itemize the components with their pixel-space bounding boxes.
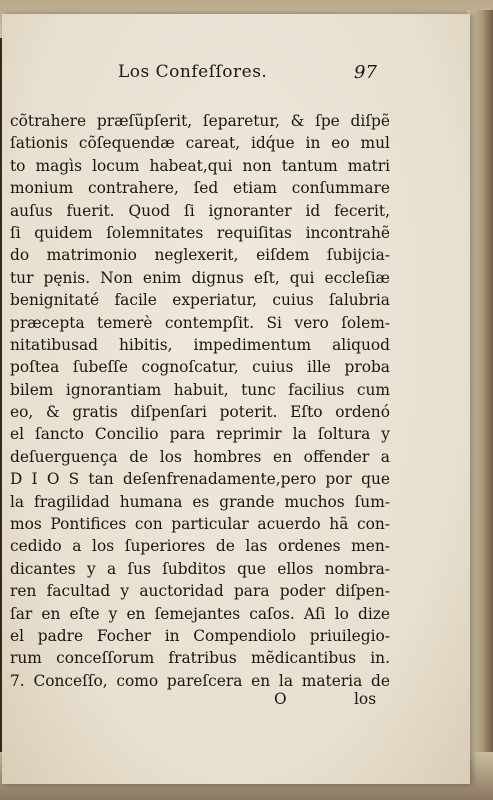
- text-line: cõtrahere præſũpſerit, ſeparetur, & ſpe diſpẽ: [10, 112, 390, 130]
- page-number: 97: [354, 62, 377, 83]
- text-line: ſi quidem ſolemnitates requiſitas incontrahẽ: [10, 223, 390, 242]
- text-line: poſtea ſubeſſe cognoſcatur, cuius ille proba: [10, 358, 390, 377]
- text-line: ſar en eſte y en ſemejantes caſos. Aſi lo dize: [10, 604, 390, 623]
- text-line: el padre Focher in Compendiolo priuilegio-: [10, 626, 390, 645]
- text-line: rum conceſſorum fratribus mẽdicantibus in.: [10, 649, 390, 668]
- catchword: los: [354, 690, 377, 708]
- book-page: [2, 14, 470, 784]
- running-head: [2, 62, 442, 88]
- text-line: to magìs locum habeat,qui non tantum matri: [10, 156, 390, 175]
- text-line: nitatibusad hibitis, impedimentum aliquod: [10, 335, 390, 354]
- catchword-line: [10, 690, 382, 712]
- text-line: bilem ignorantiam habuit, tunc facilius cum: [10, 380, 390, 399]
- text-line: el ſancto Concilio para reprimir la ſoltura y: [10, 425, 390, 444]
- text-line: ſationis cõſequendæ careat, idq́ue in eo mul: [10, 134, 390, 153]
- running-head-title: Los Confeſſores.: [118, 62, 268, 82]
- text-line: cedido a los ſuperiores de las ordenes men-: [10, 537, 390, 556]
- text-line: 7. Conceſſo, como pareſcera en la materia de: [10, 671, 390, 690]
- text-line: deſuerguença de los hombres en offender a: [10, 447, 390, 466]
- body-text: [10, 110, 390, 692]
- text-line: la fragilidad humana es grande muchos ſum-: [10, 492, 390, 511]
- text-line: auſus fuerit. Quod ſi ignoranter id fecerit,: [10, 201, 390, 220]
- text-line: ren facultad y auctoridad para poder diſpen-: [10, 582, 390, 601]
- signature-mark: O: [274, 690, 287, 708]
- text-line: do matrimonio neglexerit, eiſdem ſubijcia-: [10, 246, 390, 265]
- text-line: præcepta temerè contempſit. Si vero ſolem-: [10, 313, 390, 332]
- text-line: tur pęnis. Non enim dignus eſt, qui eccleſiæ: [10, 268, 390, 287]
- text-line: D I O S tan deſenfrenadamente,pero por que: [10, 470, 390, 489]
- text-line: eo, & gratis diſpenſari poterit. Eſto ordenó: [10, 403, 390, 422]
- text-line: benignitaté facile experiatur, cuius ſalubria: [10, 291, 390, 310]
- text-line: dicantes y a ſus ſubditos que ellos nombra-: [10, 559, 390, 578]
- text-line: monium contrahere, ſed etiam conſummare: [10, 179, 390, 198]
- text-line: mos Pontifices con particular acuerdo hã con-: [10, 515, 390, 534]
- book-fore-edge: [467, 10, 493, 790]
